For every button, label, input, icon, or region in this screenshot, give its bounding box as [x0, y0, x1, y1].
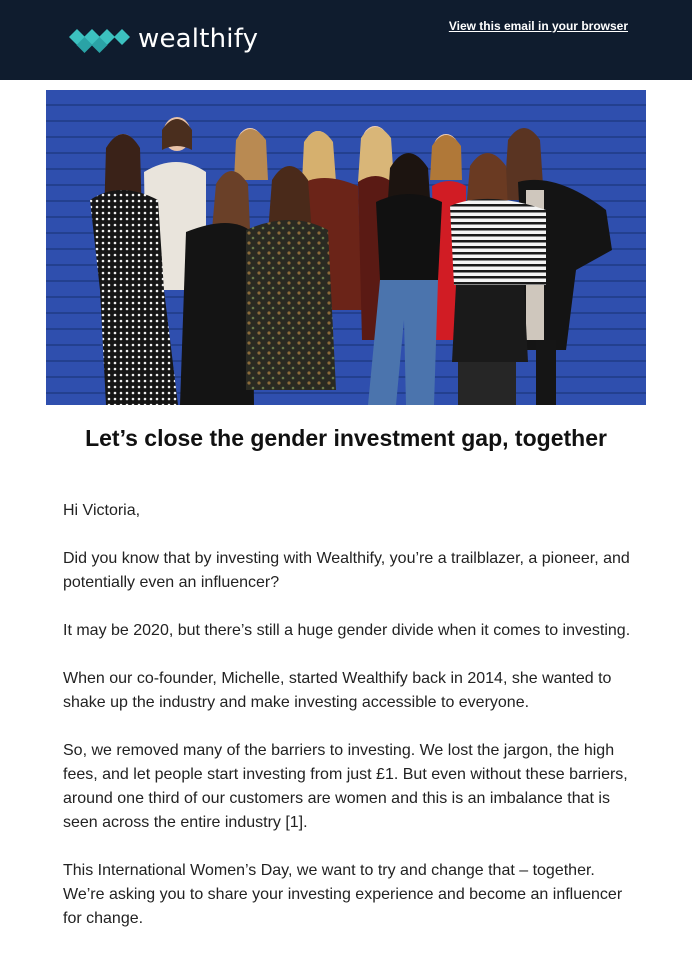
body-paragraph: When our co-founder, Michelle, started Wealthify back in 2014, she wanted to shake up the industry and make investing accessible to everyone.	[63, 670, 612, 711]
body-paragraph: This International Women’s Day, we want to try and change that – together. We’re asking you to share your investing experience and become an influencer for change.	[63, 862, 623, 927]
hero-group-photo	[46, 90, 646, 405]
headline: Let’s close the gender investment gap, together	[85, 425, 607, 451]
brand-name: wealthify	[138, 24, 259, 54]
view-in-browser-link[interactable]: View this email in your browser	[448, 19, 628, 33]
body-paragraph: So, we removed many of the barriers to investing. We lost the jargon, the high fees, and let people start investing from just £1. But even without these barriers, around one third of our customers are women and this is an imbalance that is seen across the entire industry [1].	[63, 742, 628, 831]
body-paragraph: It may be 2020, but there’s still a huge gender divide when it comes to investing.	[63, 622, 631, 639]
wealthify-logo[interactable]	[68, 22, 258, 56]
diamond-logo-icon	[68, 23, 132, 55]
body-paragraph: Did you know that by investing with Wealthify, you’re a trailblazer, a pioneer, and potentially even an influencer?	[63, 550, 630, 591]
email-header	[0, 0, 692, 80]
greeting: Hi Victoria,	[63, 502, 141, 519]
email-body	[63, 499, 633, 955]
